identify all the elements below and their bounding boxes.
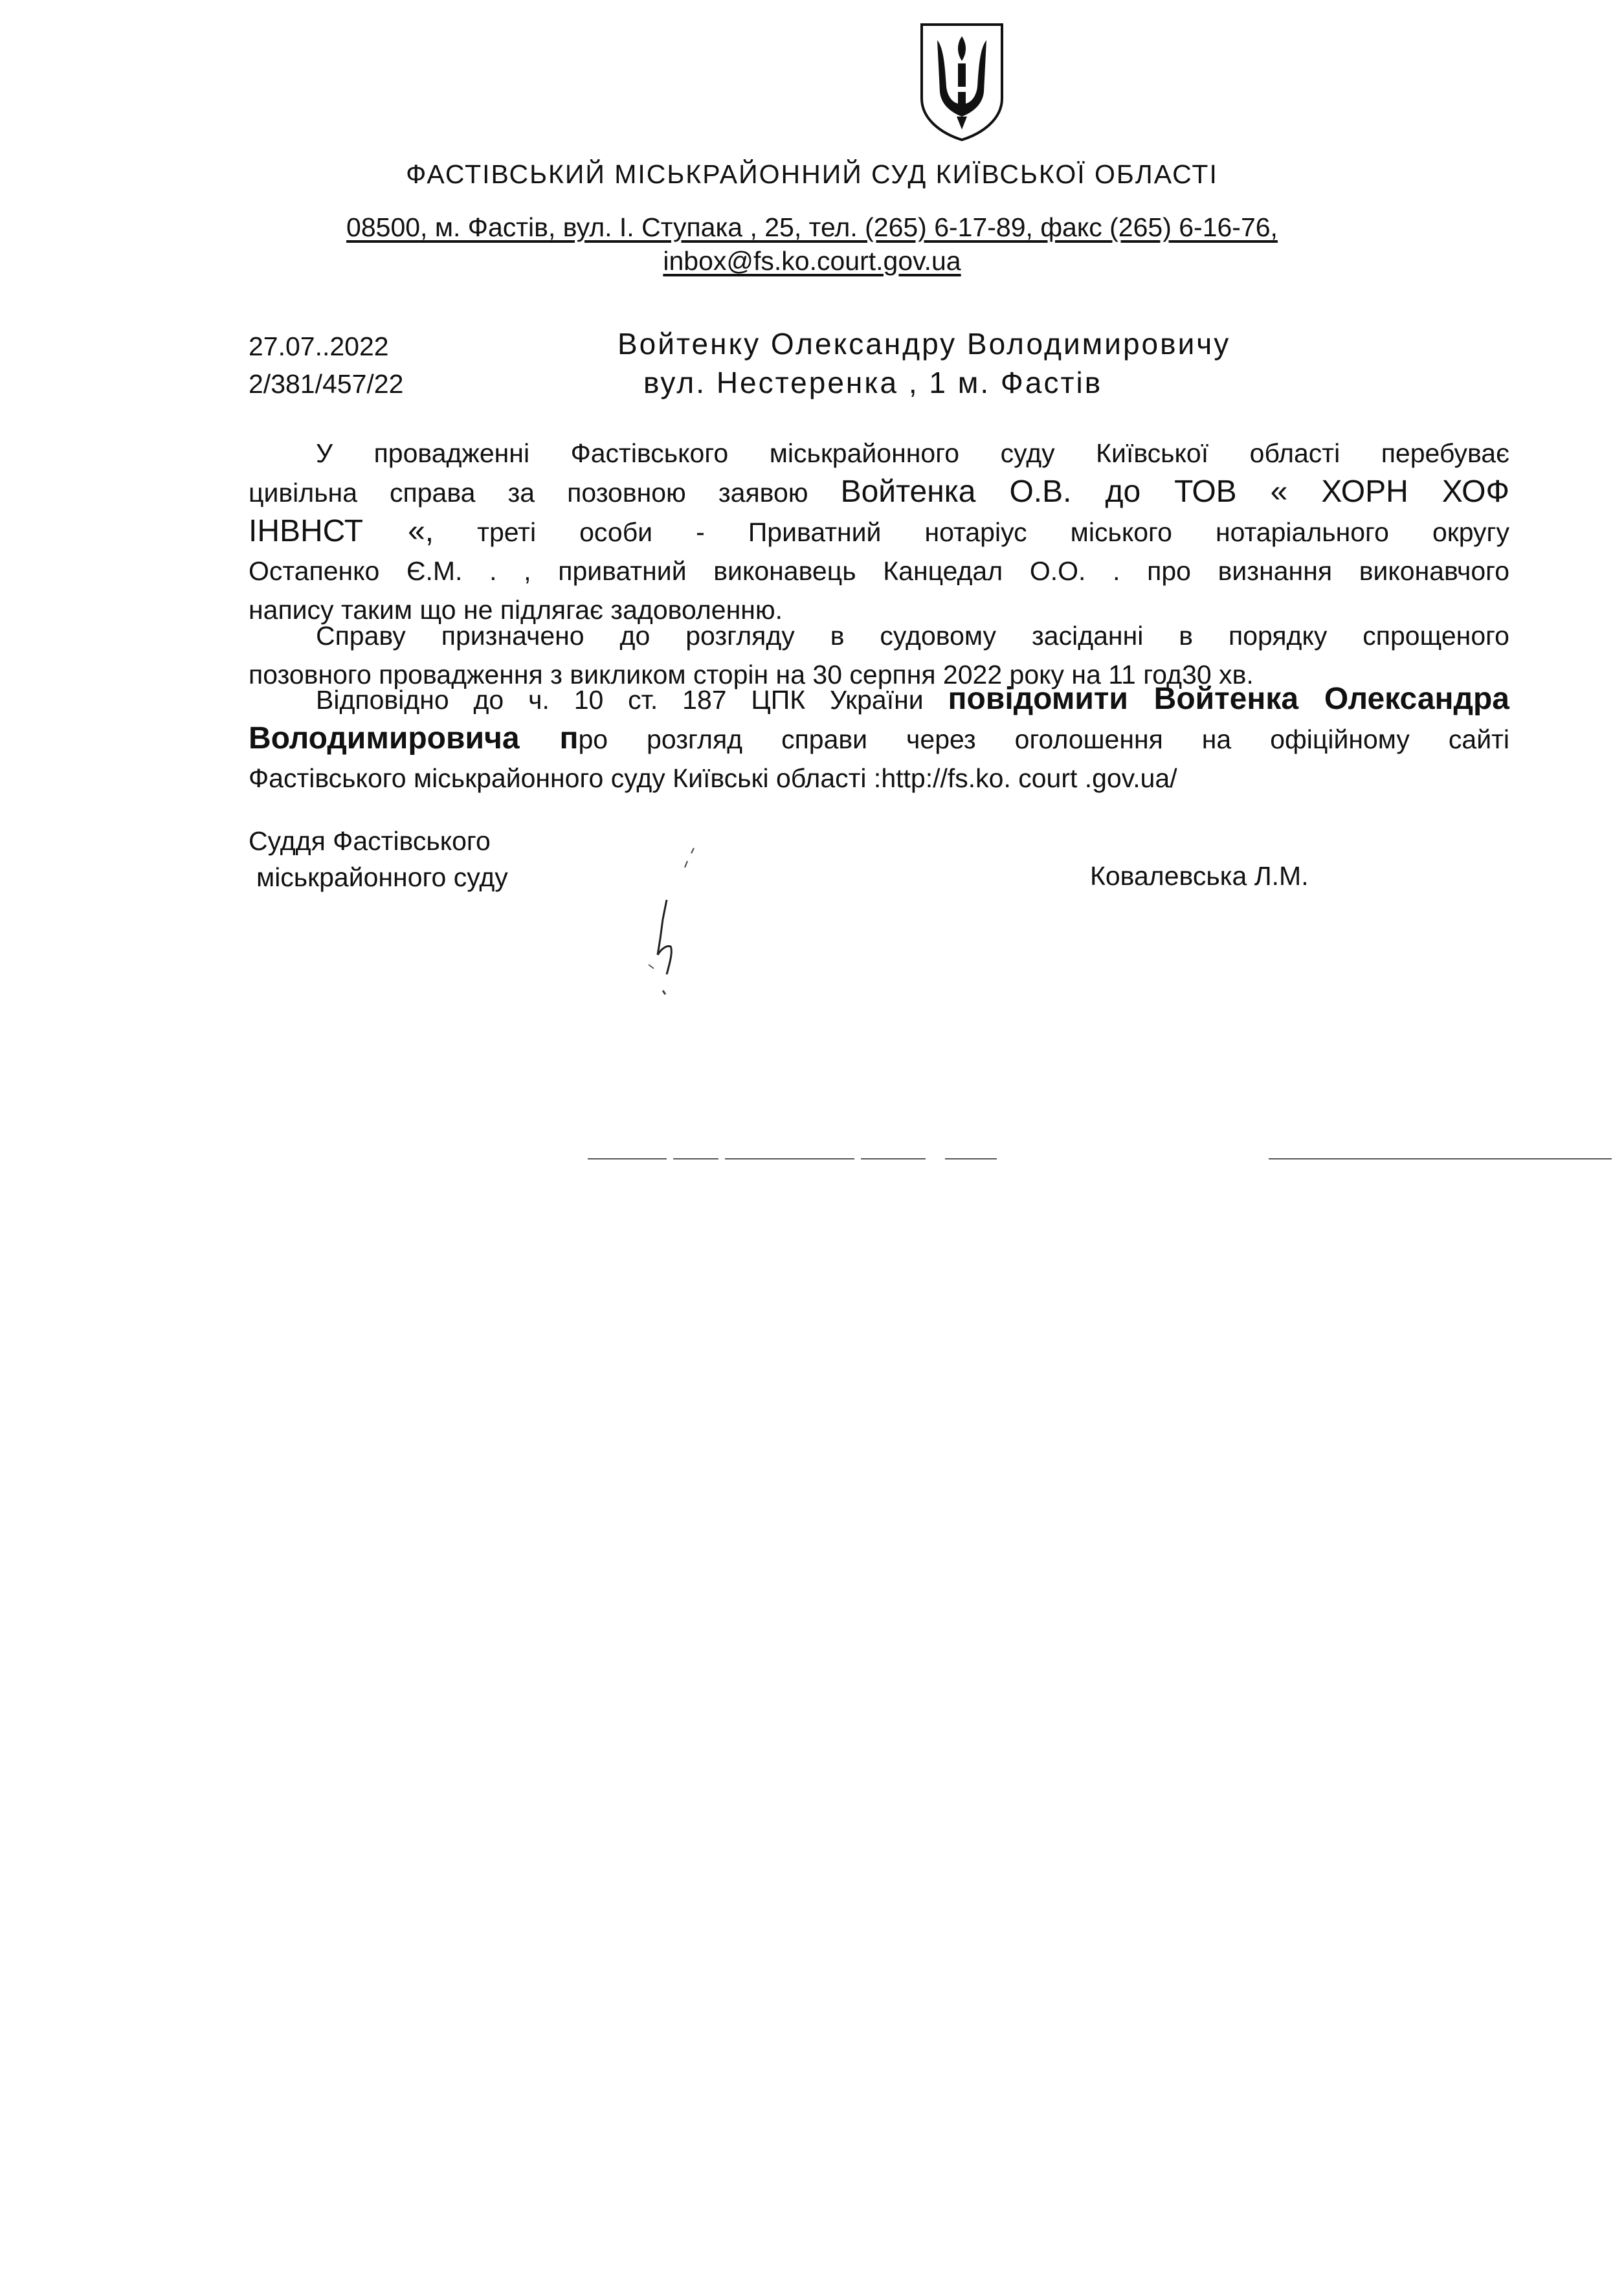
- judge-title-line1: Суддя Фастівського: [249, 826, 491, 856]
- paragraph-line: позовного провадження з викликом сторін на 30 серпня 2022 року на 11 год30 хв.: [249, 660, 1254, 689]
- scan-line-artifact: [583, 1152, 1612, 1165]
- text-run: ІНВНСТ «,: [249, 514, 434, 548]
- judge-title-line2: міськрайонного суду: [256, 862, 508, 892]
- judge-name: Ковалевська Л.М.: [1090, 861, 1309, 891]
- text-run: ро розгляд справи через оголошення на офіційному сайті: [578, 724, 1510, 754]
- text-run: Володимировича п: [249, 721, 579, 756]
- text-run: треті особи - Приватний нотаріус міського нотаріального округу: [434, 517, 1510, 547]
- paragraph-notification: [249, 680, 1509, 798]
- coat-of-arms-icon: [918, 22, 1006, 142]
- text-run: повідомити Войтенка Олександра: [948, 682, 1509, 716]
- court-email: inbox@fs.ko.court.gov.ua: [663, 246, 961, 276]
- document-ref-number: 2/381/457/22: [249, 369, 404, 399]
- paragraph-line: [249, 473, 1509, 512]
- paragraph-line: У провадженні Фастівського міськрайонного суду Київської області перебуває: [316, 438, 1509, 468]
- document-date: 27.07..2022: [249, 331, 389, 361]
- text-run: Войтенка О.В. до ТОВ « ХОРН ХОФ: [840, 475, 1510, 509]
- paragraph-case-info: [249, 434, 1509, 629]
- text-run: цивільна справа за позовною заявою: [249, 478, 841, 508]
- paragraph-line: Остапенко Є.М. . , приватний виконавець Канцедал О.О. . про визнання виконавчого: [249, 556, 1509, 586]
- court-address: 08500, м. Фастів, вул. І. Ступака , 25, тел. (265) 6-17-89, факс (265) 6-16-76,: [346, 212, 1278, 242]
- handwritten-signature: [615, 842, 699, 1003]
- paragraph-line: [249, 719, 1509, 759]
- paragraph-line: Справу призначено до розгляду в судовому засіданні в порядку спрощеного: [316, 621, 1509, 651]
- paragraph-line: напису таким що не підлягає задоволенню.: [249, 595, 783, 625]
- recipient-name: Войтенку Олександру Володимировичу: [617, 327, 1231, 361]
- paragraph-line: Фастівського міськрайонного суду Київські області :http://fs.ko. court .gov.ua/: [249, 763, 1177, 793]
- recipient-address: вул. Нестеренка , 1 м. Фастів: [643, 366, 1103, 399]
- court-name: ФАСТІВСЬКИЙ МІСЬКРАЙОННИЙ СУД КИЇВСЬКОЇ ОБЛАСТІ: [406, 159, 1218, 189]
- paragraph-line: [249, 680, 1509, 719]
- paragraph-line: [249, 512, 1509, 552]
- text-run: Відповідно до ч. 10 ст. 187 ЦПК України: [316, 685, 948, 715]
